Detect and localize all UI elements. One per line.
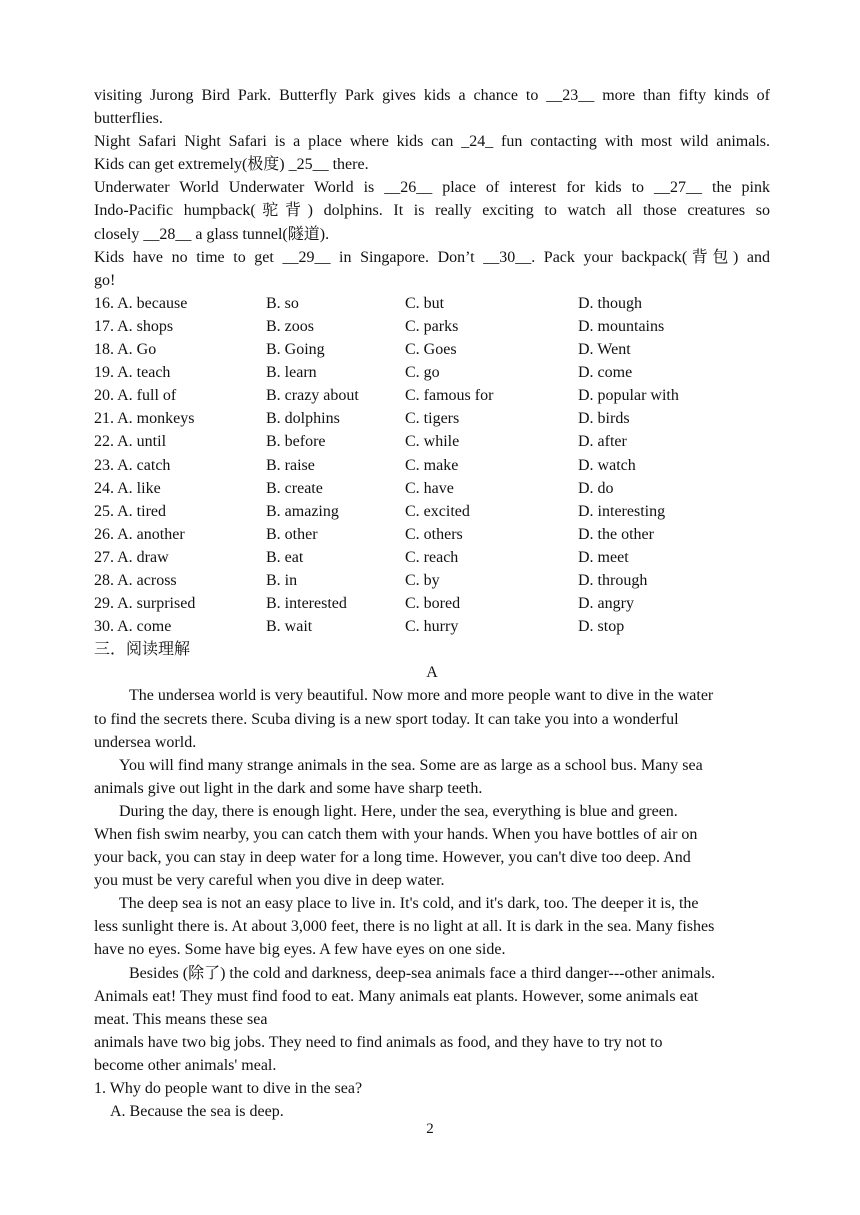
option-a: 17. A. shops: [94, 317, 174, 335]
option-c: C. reach: [405, 548, 459, 566]
option-d: D. meet: [578, 548, 629, 566]
option-a: 22. A. until: [94, 433, 167, 451]
reading-line: meat. This means these sea: [94, 1010, 268, 1028]
option-row-21: [94, 407, 770, 430]
reading-line: your back, you can stay in deep water for a long time. However, you can't dive too deep. And: [94, 849, 691, 867]
option-d: D. Went: [578, 341, 631, 359]
passage-line: visiting Jurong Bird Park. Butterfly Park gives kids a chance to __23__ more than fifty kinds of: [94, 87, 770, 104]
reading-line: The undersea world is very beautiful. Now more and more people want to dive in the water: [129, 687, 714, 705]
option-d: D. come: [578, 364, 633, 382]
option-c: C. tigers: [405, 410, 460, 428]
option-row-29: [94, 592, 770, 615]
option-a: 30. A. come: [94, 618, 172, 636]
page-number: 2: [426, 1121, 434, 1137]
option-row-17: [94, 315, 770, 338]
passage-line: closely __28__ a glass tunnel(隧道).: [94, 225, 330, 243]
option-b: B. raise: [266, 456, 315, 474]
option-row-28: [94, 569, 770, 592]
reading-line: to find the secrets there. Scuba diving is a new sport today. It can take you into a wonderful: [94, 710, 679, 728]
option-c: C. others: [405, 525, 463, 543]
option-c: C. hurry: [405, 618, 459, 636]
option-d: D. watch: [578, 456, 636, 474]
option-b: B. create: [266, 479, 323, 497]
passage-line: Underwater World Underwater World is __26__ place of interest for kids to __27__ the pink: [94, 179, 770, 197]
reading-line: The deep sea is not an easy place to live in. It's cold, and it's dark, too. The deeper it is, the: [119, 895, 699, 913]
option-a: 26. A. another: [94, 525, 185, 543]
option-row-16: [94, 292, 770, 315]
option-b: B. eat: [266, 548, 304, 566]
option-a: 23. A. catch: [94, 456, 171, 474]
passage-line: go!: [94, 271, 116, 289]
option-a: 29. A. surprised: [94, 595, 196, 613]
option-a: 16. A. because: [94, 294, 188, 312]
reading-line: Besides (除了) the cold and darkness, deep-sea animals face a third danger---other animals.: [129, 964, 716, 982]
option-d: D. through: [578, 571, 648, 589]
option-b: B. interested: [266, 595, 347, 613]
option-a: 28. A. across: [94, 571, 177, 589]
reading-line: animals give out light in the dark and some have sharp teeth.: [94, 779, 483, 797]
option-c: C. have: [405, 479, 454, 497]
option-d: D. angry: [578, 595, 634, 613]
option-c: C. by: [405, 571, 440, 589]
question-1-option-a: A. Because the sea is deep.: [110, 1103, 284, 1121]
option-a: 21. A. monkeys: [94, 410, 195, 428]
reading-line: have no eyes. Some have big eyes. A few have eyes on one side.: [94, 941, 506, 959]
option-d: D. birds: [578, 410, 630, 428]
option-c: C. go: [405, 364, 440, 382]
section-heading: 三．阅读理解: [94, 641, 191, 659]
option-b: B. Going: [266, 341, 325, 359]
passage-line: Kids can get extremely(极度) _25__ there.: [94, 156, 369, 174]
option-row-18: [94, 338, 770, 361]
option-b: B. other: [266, 525, 318, 543]
option-row-27: [94, 546, 770, 569]
option-b: B. so: [266, 294, 299, 312]
passage-line: butterflies.: [94, 110, 163, 128]
option-b: B. dolphins: [266, 410, 340, 428]
option-c: C. parks: [405, 317, 459, 335]
option-a: 18. A. Go: [94, 341, 157, 359]
option-row-25: [94, 500, 770, 523]
option-row-24: [94, 477, 770, 500]
option-b: B. crazy about: [266, 387, 359, 405]
option-c: C. excited: [405, 502, 470, 520]
option-c: C. while: [405, 433, 460, 451]
option-d: D. the other: [578, 525, 654, 543]
option-b: B. wait: [266, 618, 313, 636]
reading-line: less sunlight there is. At about 3,000 feet, there is no light at all. It is dark in the sea. Many fishes: [94, 918, 715, 936]
passage-line: Kids have no time to get __29__ in Singapore. Don’t __30__. Pack your backpack(背包) and: [94, 248, 770, 266]
option-b: B. learn: [266, 364, 317, 382]
reading-line: Animals eat! They must find food to eat. Many animals eat plants. However, some animals eat: [94, 987, 699, 1005]
option-a: 24. A. like: [94, 479, 161, 497]
passage-label: A: [426, 664, 438, 682]
option-d: D. stop: [578, 618, 625, 636]
passage-line: Indo-Pacific humpback(驼背) dolphins. It is really exciting to watch all those creatures so: [94, 202, 770, 220]
option-b: B. before: [266, 433, 326, 451]
reading-line: become other animals' meal.: [94, 1056, 277, 1074]
option-d: D. mountains: [578, 317, 665, 335]
reading-line: When fish swim nearby, you can catch them with your hands. When you have bottles of air on: [94, 826, 698, 843]
reading-line: undersea world.: [94, 733, 197, 751]
option-d: D. though: [578, 294, 642, 312]
option-b: B. in: [266, 571, 298, 589]
option-d: D. interesting: [578, 502, 666, 520]
option-row-19: [94, 361, 770, 384]
reading-line: animals have two big jobs. They need to find animals as food, and they have to try not to: [94, 1033, 663, 1051]
document-page: [94, 84, 770, 1123]
question-1: 1. Why do people want to dive in the sea?: [94, 1080, 363, 1098]
option-c: C. Goes: [405, 341, 457, 359]
option-row-30: [94, 615, 770, 638]
option-b: B. zoos: [266, 317, 314, 335]
option-c: C. famous for: [405, 387, 494, 405]
option-c: C. bored: [405, 595, 461, 613]
option-row-23: [94, 454, 770, 477]
reading-line: You will find many strange animals in the sea. Some are as large as a school bus. Many sea: [119, 756, 703, 774]
option-a: 20. A. full of: [94, 387, 177, 405]
option-row-22: [94, 430, 770, 453]
option-b: B. amazing: [266, 502, 339, 520]
reading-line: you must be very careful when you dive in deep water.: [94, 872, 445, 890]
option-d: D. after: [578, 433, 627, 451]
option-c: C. but: [405, 294, 445, 312]
option-d: D. popular with: [578, 387, 679, 405]
option-c: C. make: [405, 456, 459, 474]
option-row-20: [94, 384, 770, 407]
option-a: 19. A. teach: [94, 364, 171, 382]
reading-line: During the day, there is enough light. Here, under the sea, everything is blue and green.: [119, 802, 678, 820]
option-a: 27. A. draw: [94, 548, 169, 566]
option-d: D. do: [578, 479, 614, 497]
passage-line: Night Safari Night Safari is a place where kids can _24_ fun contacting with most wild animals.: [94, 133, 770, 151]
option-row-26: [94, 523, 770, 546]
option-a: 25. A. tired: [94, 502, 166, 520]
